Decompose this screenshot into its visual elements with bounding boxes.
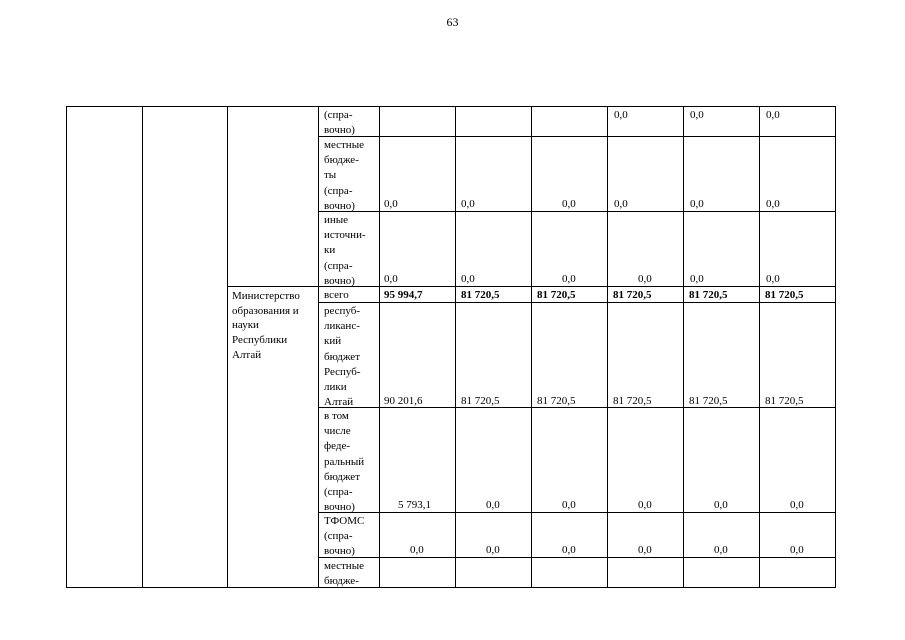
row-divider xyxy=(318,136,836,137)
column-divider xyxy=(318,106,319,588)
column-divider xyxy=(227,106,228,588)
table-cell: 0,0 xyxy=(690,198,704,210)
row-label: (спра- вочно) xyxy=(324,109,355,137)
table-border-right xyxy=(835,106,836,588)
column-divider xyxy=(531,106,532,588)
table-cell: 81 720,5 xyxy=(765,395,804,407)
table-cell: 0,0 xyxy=(638,273,652,285)
table-cell: 0,0 xyxy=(562,198,576,210)
table-border-bottom xyxy=(66,587,836,588)
table-cell: 0,0 xyxy=(562,273,576,285)
organization-name: Министерство образования и науки Республики Алтай xyxy=(232,290,300,361)
column-divider xyxy=(455,106,456,588)
row-divider xyxy=(318,512,836,513)
table-border-top xyxy=(66,106,836,107)
table-cell: 0,0 xyxy=(638,544,652,556)
table-cell: 95 994,7 xyxy=(384,289,423,301)
table-cell: 0,0 xyxy=(714,544,728,556)
row-divider xyxy=(227,286,836,287)
page-number: 63 xyxy=(446,15,459,29)
table-cell: 0,0 xyxy=(410,544,424,556)
table-cell: 0,0 xyxy=(384,273,398,285)
table-cell: 0,0 xyxy=(384,198,398,210)
table-cell: 0,0 xyxy=(766,109,780,121)
table-cell: 0,0 xyxy=(714,499,728,511)
table-cell: 81 720,5 xyxy=(461,395,500,407)
table-cell: 0,0 xyxy=(486,499,500,511)
row-label: иные источни- ки (спра- вочно) xyxy=(324,214,366,287)
column-divider xyxy=(759,106,760,588)
table-cell: 0,0 xyxy=(562,544,576,556)
table-cell: 81 720,5 xyxy=(689,289,728,301)
table-cell: 0,0 xyxy=(486,544,500,556)
table-cell: 0,0 xyxy=(614,198,628,210)
table-cell: 0,0 xyxy=(790,544,804,556)
table-cell: 81 720,5 xyxy=(613,395,652,407)
row-divider xyxy=(318,302,836,303)
row-divider xyxy=(318,211,836,212)
column-divider xyxy=(142,106,143,588)
table-cell: 0,0 xyxy=(461,198,475,210)
table-cell: 81 720,5 xyxy=(613,289,652,301)
row-label: респуб- ликанс- кий бюджет Респуб- лики Алтай xyxy=(324,305,361,409)
table-cell: 5 793,1 xyxy=(398,499,431,511)
table-cell: 0,0 xyxy=(638,499,652,511)
row-label: ТФОМС (спра- вочно) xyxy=(324,515,365,558)
table-cell: 0,0 xyxy=(562,499,576,511)
row-label: в том числе феде- ральный бюджет (спра- вочно) xyxy=(324,410,365,514)
table-cell: 0,0 xyxy=(461,273,475,285)
table-cell: 81 720,5 xyxy=(461,289,500,301)
column-divider xyxy=(379,106,380,588)
column-divider xyxy=(683,106,684,588)
table-cell: 0,0 xyxy=(614,109,628,121)
table-cell: 81 720,5 xyxy=(765,289,804,301)
table-border-left xyxy=(66,106,67,588)
table-cell: 0,0 xyxy=(766,198,780,210)
table-cell: 0,0 xyxy=(790,499,804,511)
table-cell: 0,0 xyxy=(690,273,704,285)
column-divider xyxy=(607,106,608,588)
table-cell: 81 720,5 xyxy=(537,395,576,407)
table-cell: 81 720,5 xyxy=(537,289,576,301)
table-cell: 0,0 xyxy=(690,109,704,121)
row-divider xyxy=(318,557,836,558)
table-cell: 90 201,6 xyxy=(384,395,423,407)
table-cell: 81 720,5 xyxy=(689,395,728,407)
row-label: местные бюдже- xyxy=(324,560,364,588)
row-label: местные бюдже- ты (спра- вочно) xyxy=(324,139,364,212)
row-label: всего xyxy=(324,289,349,301)
table-cell: 0,0 xyxy=(766,273,780,285)
